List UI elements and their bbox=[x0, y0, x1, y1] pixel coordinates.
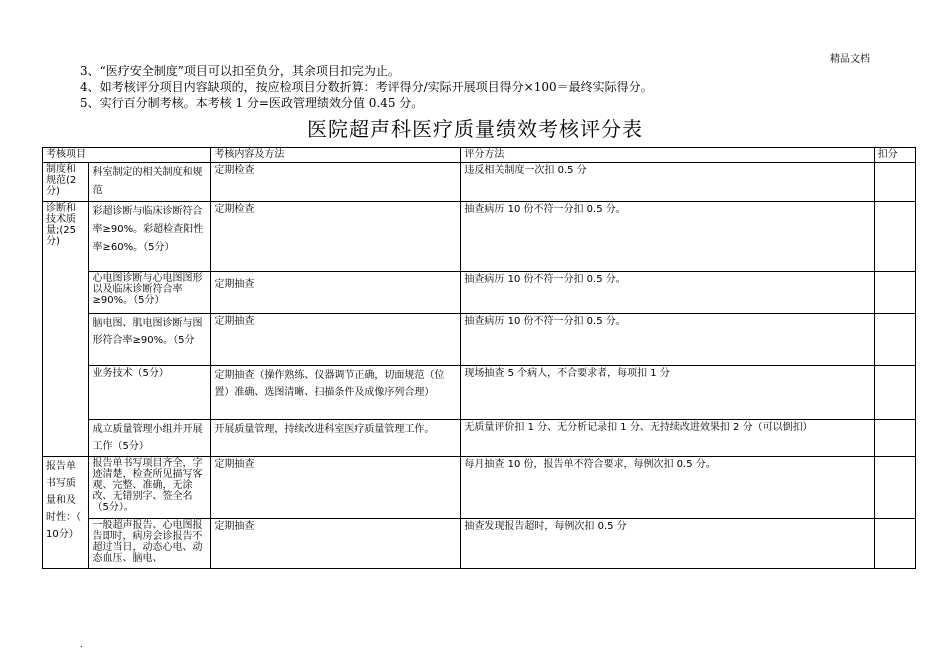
category-cell: 诊断和技术质量;(25分) bbox=[43, 202, 89, 457]
note-line: 5、实行百分制考核。本考核 1 分=医政管理绩效分值 0.45 分。 bbox=[80, 96, 424, 110]
header-scoring: 评分方法 bbox=[461, 148, 874, 163]
method-cell: 定期检查 bbox=[211, 163, 461, 202]
table-header-row bbox=[43, 148, 916, 163]
notes-section bbox=[80, 63, 653, 111]
item-cell: 报告单书写项目齐全，字迹清楚，检查所见描写客观、完整、准确，无涂改、无错别字、签全名（5分）。 bbox=[89, 457, 211, 519]
header-method: 考核内容及方法 bbox=[211, 148, 461, 163]
item-cell: 脑电图、肌电图诊断与图形符合率≥90%。（5分 bbox=[89, 314, 211, 366]
scoring-cell: 每月抽查 10 份，报告单不符合要求，每例次扣 0.5 分。 bbox=[461, 457, 874, 519]
table-row bbox=[43, 202, 916, 272]
scoring-cell: 抽查发现报告超时，每例次扣 0.5 分 bbox=[461, 519, 874, 569]
table-row bbox=[43, 457, 916, 519]
item-cell: 心电图诊断与心电图图形以及临床诊断符合率≥90%。（5分） bbox=[89, 272, 211, 314]
method-cell: 定期抽查 bbox=[211, 519, 461, 569]
deduction-cell[interactable] bbox=[874, 202, 915, 272]
table-row bbox=[43, 163, 916, 202]
footer-dot: . bbox=[80, 640, 83, 650]
item-cell: 业务技术（5分） bbox=[89, 366, 211, 420]
note-line: 3、“医疗安全制度”项目可以扣至负分，其余项目扣完为止。 bbox=[80, 64, 400, 78]
table-row bbox=[43, 314, 916, 366]
deduction-cell[interactable] bbox=[874, 457, 915, 519]
page-title: 医院超声科医疗质量绩效考核评分表 bbox=[307, 117, 643, 141]
category-cell: 制度和规范(2分) bbox=[43, 163, 89, 202]
deduction-cell[interactable] bbox=[874, 366, 915, 420]
method-cell: 定期抽查 bbox=[211, 457, 461, 519]
header-deduction: 扣分 bbox=[874, 148, 915, 163]
item-cell: 成立质量管理小组并开展工作（5分） bbox=[89, 420, 211, 457]
item-cell: 科室制定的相关制度和规范 bbox=[89, 163, 211, 202]
category-cell: 报告单书写质量和及时性：（ 10分） bbox=[43, 457, 89, 569]
note-line: 4、如考核评分项目内容缺项的，按应检项目分数折算：考评得分/实际开展项目得分×100＝最终实际得分。 bbox=[80, 80, 653, 94]
header-item: 考核项目 bbox=[43, 148, 211, 163]
method-cell: 定期抽查 bbox=[211, 314, 461, 366]
scoring-cell: 抽查病历 10 份不符一分扣 0.5 分。 bbox=[461, 314, 874, 366]
method-cell: 定期抽查（操作熟练、仪器调节正确，切面规范（位置）准确、选图清晰、扫描条件及成像序列合理） bbox=[211, 366, 461, 420]
table-row bbox=[43, 519, 916, 569]
table-row bbox=[43, 366, 916, 420]
scoring-cell: 无质量评价扣 1 分、无分析记录扣 1 分、无持续改进效果扣 2 分（可以倒扣） bbox=[461, 420, 874, 457]
method-cell: 开展质量管理，持续改进科室医疗质量管理工作。 bbox=[211, 420, 461, 457]
table-row bbox=[43, 420, 916, 457]
method-cell: 定期抽查 bbox=[211, 272, 461, 314]
deduction-cell[interactable] bbox=[874, 163, 915, 202]
deduction-cell[interactable] bbox=[874, 519, 915, 569]
item-cell: 彩超诊断与临床诊断符合率≥90%。彩超检查阳性率≥60%。（5分） bbox=[89, 202, 211, 272]
deduction-cell[interactable] bbox=[874, 272, 915, 314]
table-row bbox=[43, 272, 916, 314]
scoring-cell: 违反相关制度一次扣 0.5 分 bbox=[461, 163, 874, 202]
deduction-cell[interactable] bbox=[874, 314, 915, 366]
watermark-text: 精品文档 bbox=[830, 54, 870, 65]
item-cell: 一般超声报告、心电图报告即时，病房会诊报告不超过当日，动态心电、动态血压、脑电、 bbox=[89, 519, 211, 569]
scoring-cell: 现场抽查 5 个病人，不合要求者，每项扣 1 分 bbox=[461, 366, 874, 420]
scoring-cell: 抽查病历 10 份不符一分扣 0.5 分。 bbox=[461, 202, 874, 272]
evaluation-table bbox=[42, 147, 916, 569]
deduction-cell[interactable] bbox=[874, 420, 915, 457]
scoring-cell: 抽查病历 10 份不符一分扣 0.5 分。 bbox=[461, 272, 874, 314]
method-cell: 定期检查 bbox=[211, 202, 461, 272]
